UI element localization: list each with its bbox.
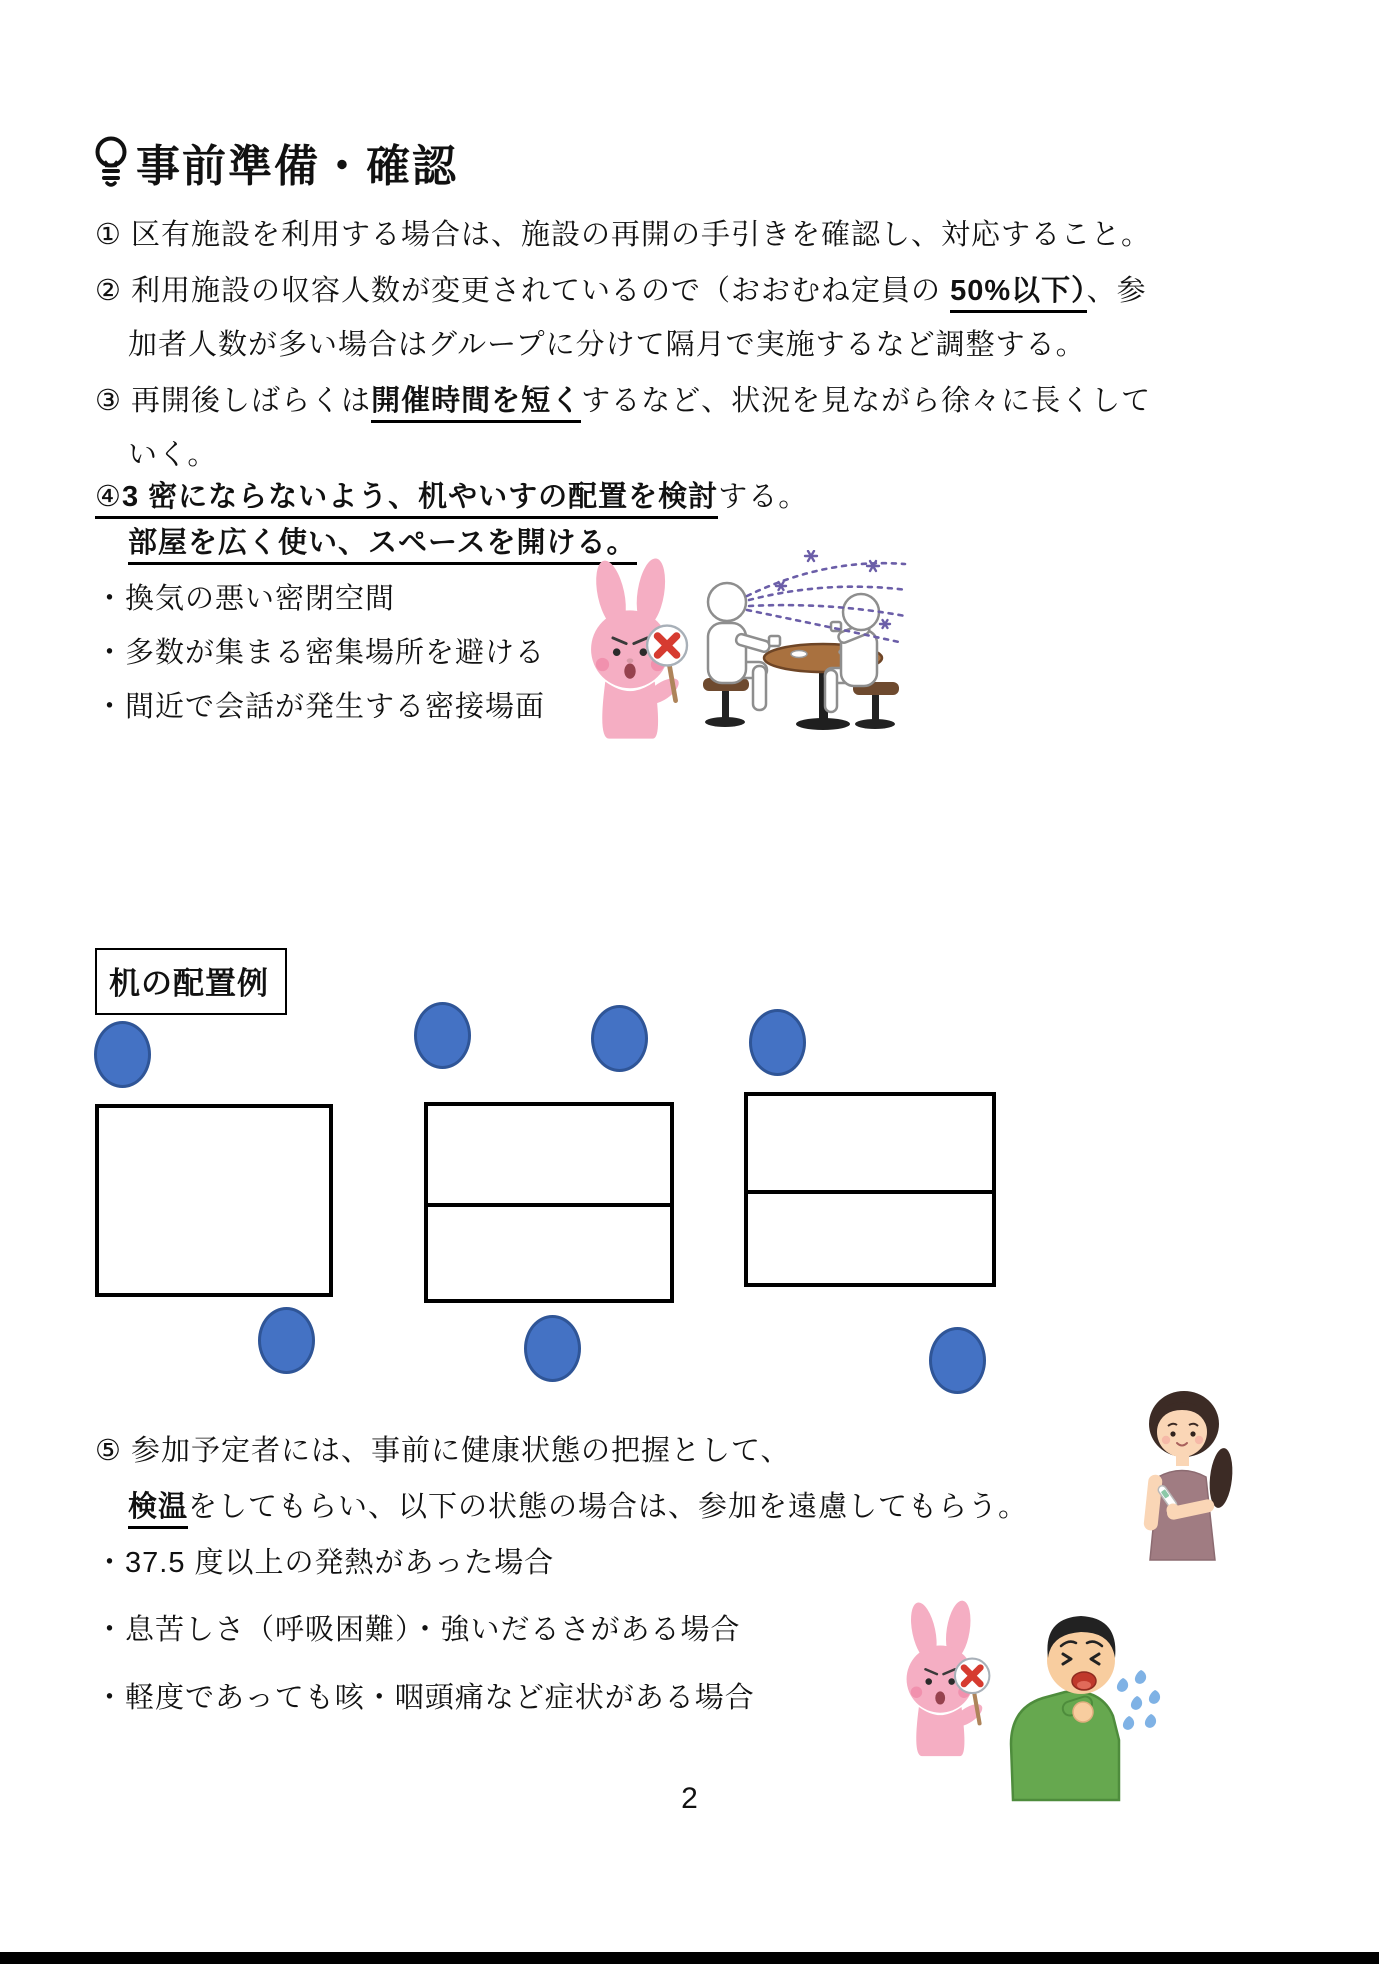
rabbit-x-sign xyxy=(906,1599,989,1756)
item-2-line-2: 加者人数が多い場合はグループに分けて隔月で実施するなど調整する。 xyxy=(128,329,1086,361)
chair-top-3 xyxy=(591,1005,648,1072)
item-2-emphasis: 50%以下） xyxy=(950,275,1087,313)
woman-taking-temperature-illustration xyxy=(1130,1382,1242,1582)
chair-bottom-1 xyxy=(258,1307,315,1374)
item-4-line-2 xyxy=(128,520,637,561)
three-cs-bullet-1: ・換気の悪い密閉空間 xyxy=(95,583,396,615)
item-5-line-1: ⑤ 参加予定者には、事前に健康状態の把握として、 xyxy=(95,1435,791,1467)
item-2-line-1 xyxy=(95,268,1147,309)
item-5-emphasis: 検温 xyxy=(128,1491,188,1529)
chair-bottom-3 xyxy=(929,1327,986,1394)
item-3-line-1 xyxy=(95,378,1151,419)
health-bullet-3: ・軽度であっても咳・咽頭痛など症状がある場合 xyxy=(95,1682,755,1714)
item-4-underlined xyxy=(95,481,718,519)
rabbit-x-sign-and-table-talk-illustration xyxy=(575,550,910,746)
stool-left xyxy=(703,678,749,727)
desk-divider xyxy=(748,1190,992,1194)
item-2-pre: ② 利用施設の収容人数が変更されているので（おおむね定員の xyxy=(95,275,951,307)
item-3-emphasis: 開催時間を短く xyxy=(371,385,581,423)
woman-figure xyxy=(1143,1391,1235,1560)
health-bullet-1: ・37.5 度以上の発熱があった場合 xyxy=(95,1547,555,1579)
chair-bottom-2 xyxy=(524,1315,581,1382)
chair-top-4 xyxy=(749,1009,806,1076)
chair-top-1 xyxy=(94,1021,151,1088)
page-title: 事前準備・確認 xyxy=(136,142,458,191)
cough-droplets xyxy=(1117,1670,1160,1730)
item-4-post: する。 xyxy=(718,481,809,513)
rabbit-x-sign xyxy=(591,556,687,738)
item-3-pre: ③ 再開後しばらくは xyxy=(95,385,372,417)
sneeze-spray xyxy=(747,563,907,642)
desk-double-middle xyxy=(424,1102,674,1303)
chair-top-2 xyxy=(414,1002,471,1069)
item-4-line-1 xyxy=(95,474,808,515)
item-1: ① 区有施設を利用する場合は、施設の再開の手引きを確認し、対応すること。 xyxy=(95,219,1152,251)
item-4-marker: ④ xyxy=(95,481,122,513)
page-title-row xyxy=(92,130,458,194)
item-3-post: するなど、状況を見ながら徐々に長くして xyxy=(581,385,1152,417)
health-bullet-2: ・息苦しさ（呼吸困難）・強いだるさがある場合 xyxy=(95,1614,741,1646)
item-4-cont-emphasis: 部屋を広く使い、スペースを開ける。 xyxy=(128,527,637,565)
desk-single xyxy=(95,1104,333,1297)
rabbit-x-sign-and-coughing-man-illustration xyxy=(885,1588,1185,1806)
stool-right xyxy=(853,682,899,729)
three-cs-bullet-3: ・間近で会話が発生する密接場面 xyxy=(95,691,546,723)
lightbulb-icon xyxy=(92,135,130,189)
bottom-edge-bar xyxy=(0,1952,1379,1964)
desk-double-right xyxy=(744,1092,996,1287)
desk-divider xyxy=(428,1203,670,1207)
page-number: 2 xyxy=(681,1782,698,1815)
item-2-post: 、参 xyxy=(1086,275,1147,307)
desk-arrangement-label: 机の配置例 xyxy=(95,948,287,1015)
item-5-cont: をしてもらい、以下の状態の場合は、参加を遠慮してもらう。 xyxy=(188,1491,1029,1523)
item-5-line-2 xyxy=(128,1484,1028,1525)
three-cs-bullet-2: ・多数が集まる密集場所を避ける xyxy=(95,637,546,669)
item-3-line-2: いく。 xyxy=(128,439,218,471)
item-4-emphasis: 3 密にならないよう、机やいすの配置を検討 xyxy=(122,481,719,513)
coughing-man xyxy=(1011,1616,1160,1800)
